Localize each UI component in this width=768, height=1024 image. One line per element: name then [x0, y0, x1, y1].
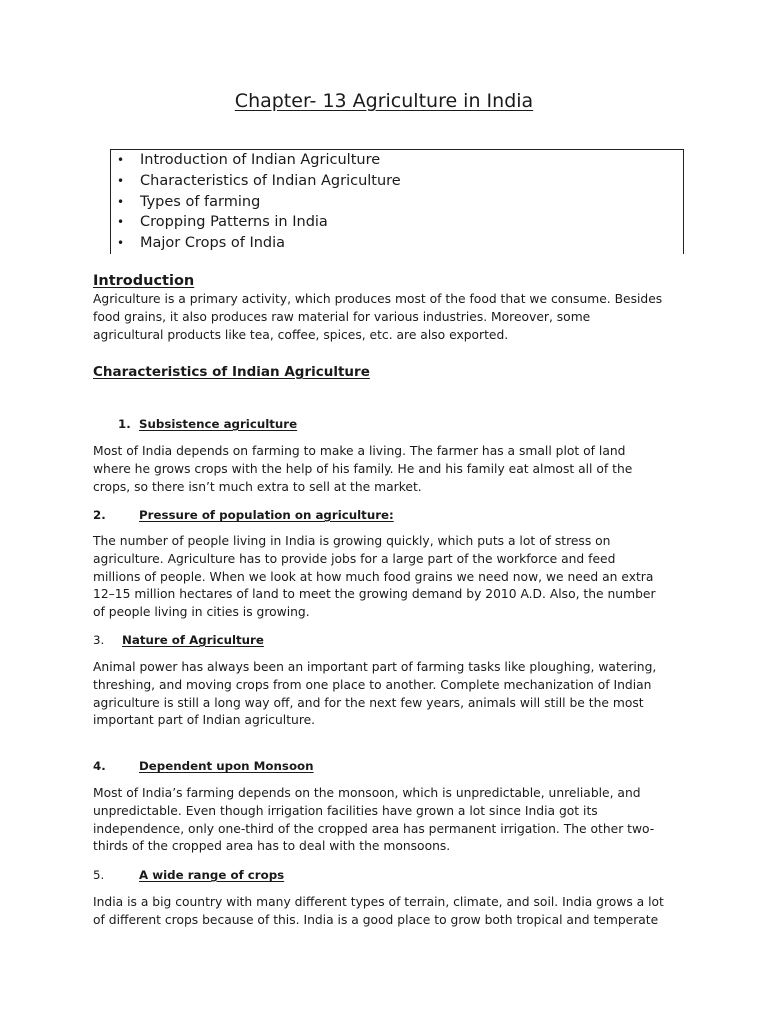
topic-label: Cropping Patterns in India [140, 214, 328, 231]
text-line: Most of India depends on farming to make a living. The farmer has a small plot of land [93, 444, 626, 458]
text-line: independence, only one-third of the cropped area has permanent irrigation. The other two- [93, 821, 655, 836]
section-number: 1. [118, 417, 131, 431]
section-number: 5. [93, 868, 105, 882]
bullet-icon: • [117, 194, 125, 209]
topic-label: Characteristics of Indian Agriculture [140, 172, 401, 189]
topics-box [110, 149, 684, 254]
topics-list-item [111, 192, 401, 213]
section-paragraph [93, 785, 678, 856]
topics-list-item [111, 150, 401, 171]
section-paragraph [93, 533, 678, 622]
text-line: agriculture is still a long way off, and for the next few years, animals will still be the most [93, 695, 644, 710]
text-line: food grains, it also produces raw material for various industries. Moreover, some [93, 309, 591, 324]
text-line: of people living in cities is growing. [93, 605, 310, 620]
introduction-heading: Introduction [93, 273, 195, 289]
section-title: A wide range of crops [139, 868, 285, 882]
topics-list-item [111, 212, 401, 233]
text-line: crops, so there isn’t much extra to sell at the market. [93, 479, 422, 494]
text-line: where he grows crops with the help of his family. He and his family eat almost all of the [93, 461, 633, 476]
page-title [0, 88, 768, 114]
bullet-icon: • [117, 236, 125, 251]
section-number: 2. [93, 508, 106, 522]
topics-list-item [111, 233, 401, 254]
text-line: threshing, and moving crops from one place to another. Complete mechanization of Indian [93, 677, 652, 692]
topic-label: Introduction of Indian Agriculture [140, 152, 381, 168]
text-line: The number of people living in India is growing quickly, which puts a lot of stress on [93, 534, 611, 548]
topics-list-item [111, 171, 401, 192]
topic-label: Major Crops of India [140, 235, 286, 252]
section-title: Dependent upon Monsoon [139, 759, 314, 773]
section-paragraph [93, 894, 678, 930]
text-line: unpredictable. Even though irrigation facilities have grown a lot since India got its [93, 803, 598, 818]
text-line: Animal power has always been an important part of farming tasks like ploughing, watering, [93, 660, 657, 674]
introduction-paragraph [93, 291, 678, 344]
topics-list [111, 150, 401, 254]
text-line: important part of Indian agriculture. [93, 713, 316, 728]
text-line: India is a big country with many different types of terrain, climate, and soil. India grows a lot [93, 895, 664, 909]
characteristics-heading: Characteristics of Indian Agriculture [93, 364, 370, 380]
section-title: Nature of Agriculture [122, 633, 264, 647]
section-paragraph [93, 443, 678, 496]
text-line: thirds of the cropped area has to deal with the monsoons. [93, 839, 451, 854]
section-title: Subsistence agriculture [139, 417, 298, 431]
bullet-icon: • [117, 215, 125, 230]
bullet-icon: • [117, 173, 125, 188]
section-number: 3. [93, 633, 105, 647]
text-line: Most of India’s farming depends on the monsoon, which is unpredictable, unreliable, and [93, 786, 641, 800]
text-line: millions of people. When we look at how much food grains we need now, we need an extra [93, 569, 654, 584]
text-line: of different crops because of this. India is a good place to grow both tropical and temperate [93, 912, 659, 927]
text-line: agriculture. Agriculture has to provide jobs for a large part of the workforce and feed [93, 551, 616, 566]
text-line: agricultural products like tea, coffee, spices, etc. are also exported. [93, 327, 509, 342]
section-paragraph [93, 659, 678, 730]
section-title: Pressure of population on agriculture: [139, 508, 394, 522]
page-title-text: Chapter- 13 Agriculture in India [234, 90, 534, 112]
text-line: 12–15 million hectares of land to meet the growing demand by 2010 A.D. Also, the number [93, 587, 656, 602]
bullet-icon: • [117, 153, 125, 167]
section-number: 4. [93, 759, 106, 773]
topic-label: Types of farming [140, 193, 261, 210]
text-line: Agriculture is a primary activity, which produces most of the food that we consume. Besides [93, 292, 663, 306]
